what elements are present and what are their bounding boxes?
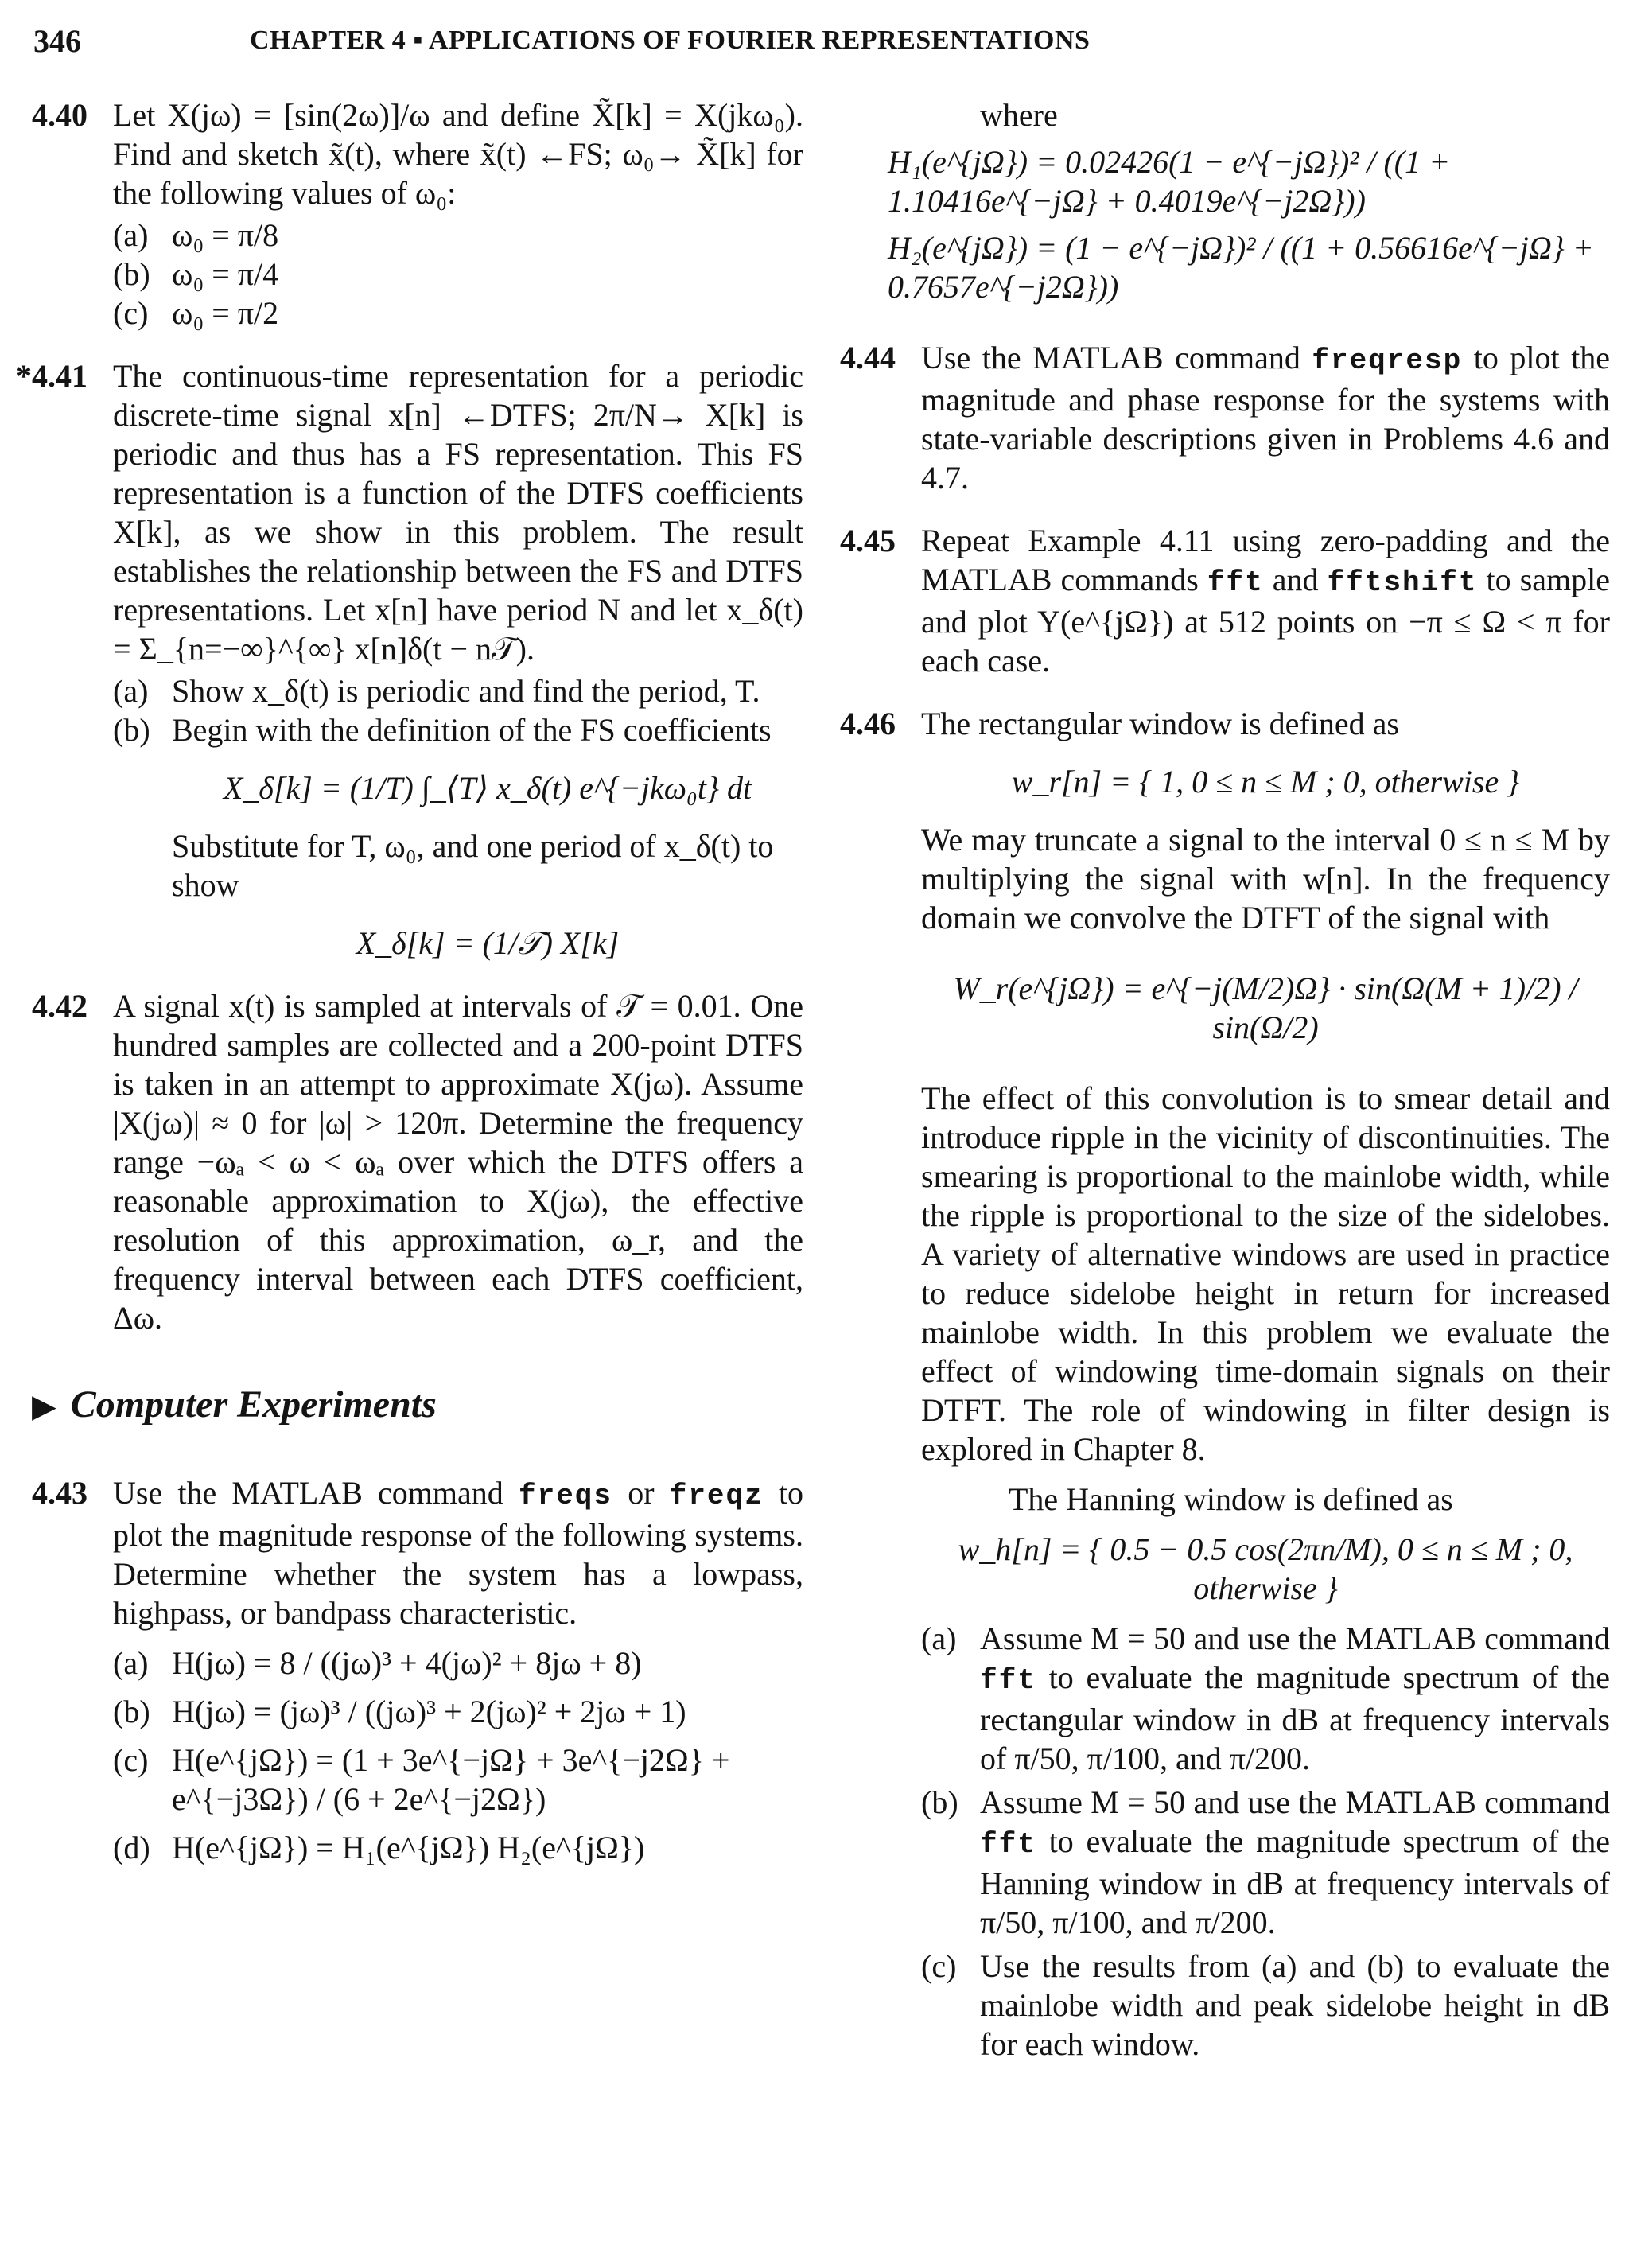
problem-number: 4.43	[32, 1475, 87, 1511]
problem-number: 4.44	[840, 340, 896, 375]
part-label: (a)	[113, 1645, 149, 1681]
problem-number: *4.41	[16, 358, 87, 394]
matlab-command: fftshift	[1327, 566, 1478, 599]
problem-parts	[113, 216, 803, 333]
text-segment: Repeat Example 4.11 using zero-padding and the MATLAB commands	[921, 523, 1610, 597]
left-column	[16, 95, 804, 1891]
matlab-command: fft	[1207, 566, 1264, 599]
part-a	[113, 216, 803, 255]
problem-text: The continuous-time representation for a periodic discrete-time signal x[n] ←DTFS; 2π/N→ X[k] is periodic and thus has a FS representation. This FS representation is a function of the DTFS coefficients X[k], as we show in this problem. The result establishes the relationship between the FS and DTFS representations. Let x[n] have period N and let x_δ(t) = Σ_{n=−∞}^{∞} x[n]δ(t − n𝒯).	[113, 358, 803, 667]
matlab-command: fft	[980, 1664, 1036, 1697]
part-text-continued: Substitute for T, ω₀, and one period of x_δ(t) to show	[172, 828, 774, 903]
paragraph: The effect of this convolution is to smear detail and introduce ripple in the vicinity of discontinuities. The smearing is proportional to the mainlobe width, while the ripple is proportional to the size of the sidelobes. A variety of alternative windows are used in practice to reduce sidelobe height in return for increased mainlobe width. In this problem we evaluate the effect of windowing time-domain signals on their DTFT. The role of windowing in filter design is explored in Chapter 8.	[921, 1080, 1610, 1467]
problem-4-44	[840, 338, 1610, 497]
part-text: Show x_δ(t) is periodic and find the period, T.	[172, 673, 760, 709]
page-number: 346	[33, 23, 81, 59]
problem-4-42	[32, 986, 803, 1337]
problem-4-41	[16, 356, 803, 963]
text-segment: Use the MATLAB command	[113, 1475, 503, 1511]
equation-rect-dtft: W_r(e^{jΩ}) = e^{−j(M/2)Ω} · sin(Ω(M + 1)/2) / sin(Ω/2)	[953, 971, 1578, 1045]
problem-4-46	[840, 704, 1610, 2064]
problem-4-45	[840, 521, 1610, 680]
paragraph: We may truncate a signal to the interval 0 ≤ n ≤ M by multiplying the signal with w[n]. In the frequency domain we convolve the DTFT of the signal with	[921, 822, 1610, 936]
text-segment: Use the MATLAB command	[921, 340, 1300, 375]
problem-text	[921, 338, 1610, 497]
text-segment: to sample and plot Y(e^{jΩ}) at 512 points on −π ≤ Ω < π for each case.	[921, 562, 1611, 679]
where-label: where	[980, 97, 1058, 133]
part-label: (a)	[921, 1620, 957, 1656]
problem-4-40	[32, 95, 803, 333]
part-text: Begin with the definition of the FS coefficients	[172, 712, 772, 748]
problem-number: 4.40	[32, 97, 87, 133]
part-label: (c)	[113, 295, 149, 331]
part-equation: H(jω) = (jω)³ / ((jω)³ + 2(jω)² + 2jω + 1)	[172, 1694, 686, 1729]
text-segment: Assume M = 50 and use the MATLAB command	[980, 1784, 1610, 1820]
right-column	[840, 95, 1610, 2087]
running-head: CHAPTER 4 ▪ APPLICATIONS OF FOURIER REPRESENTATIONS	[250, 25, 1091, 55]
equation-rect-window: w_r[n] = { 1, 0 ≤ n ≤ M ; 0, otherwise }	[1011, 764, 1520, 799]
part-equation: H(e^{jΩ}) = (1 + 3e^{−jΩ} + 3e^{−j2Ω} + e^{−j3Ω}) / (6 + 2e^{−j2Ω})	[172, 1742, 730, 1817]
text-segment: to plot the magnitude and phase response for the systems with state-variable descriptions given in Problems 4.6 and 4.7.	[921, 340, 1610, 496]
part-label: (d)	[113, 1830, 150, 1865]
text-segment: Assume M = 50 and use the MATLAB command	[980, 1620, 1610, 1656]
text-segment: to evaluate the magnitude spectrum of the Hanning window in dB at frequency intervals of π/50, π/100, and π/200.	[980, 1823, 1610, 1940]
problem-text: A signal x(t) is sampled at intervals of 𝒯 = 0.01. One hundred samples are collected and a 200-point DTFS is taken in an attempt to approximate X(jω). Assume |X(jω)| ≈ 0 for |ω| > 120π. Determine the frequency range −ωₐ < ω < ωₐ over which the DTFS offers a reasonable approximation to X(jω), the effective resolution of this approximation, ω_r, and the frequency interval between each DTFS coefficient, Δω.	[113, 988, 803, 1336]
section-heading	[32, 1385, 803, 1426]
problem-number: 4.42	[32, 988, 87, 1024]
part-a	[921, 1619, 1610, 1778]
problem-parts	[113, 671, 803, 963]
part-b	[113, 255, 803, 294]
part-label: (a)	[113, 673, 149, 709]
equation-h1: H₁(e^{jΩ}) = 0.02426(1 − e^{−jΩ})² / ((1 + 1.10416e^{−jΩ} + 0.4019e^{−j2Ω}))	[888, 144, 1451, 219]
part-a	[113, 671, 803, 710]
part-text: ω₀ = π/8	[172, 217, 279, 253]
part-label: (c)	[113, 1742, 149, 1778]
part-label: (a)	[113, 217, 149, 253]
matlab-command: freqz	[669, 1480, 764, 1512]
problem-text	[921, 521, 1610, 680]
text-segment: Use the results from (a) and (b) to evaluate the mainlobe width and peak sidelobe height in dB for each window.	[980, 1948, 1610, 2062]
problem-text: Let X(jω) = [sin(2ω)]/ω and define X̃[k] = X(jkω₀). Find and sketch x̃(t), where x̃(t) ←FS; ω₀→ X̃[k] for the following values of ω₀:	[113, 97, 803, 211]
part-equation: H(jω) = 8 / ((jω)³ + 4(jω)² + 8jω + 8)	[172, 1645, 642, 1681]
part-c	[113, 294, 803, 333]
matlab-command: fft	[980, 1828, 1036, 1861]
problem-text	[113, 1473, 803, 1632]
part-equation: H(e^{jΩ}) = H₁(e^{jΩ}) H₂(e^{jΩ})	[172, 1830, 645, 1865]
problem-parts	[113, 1644, 803, 1867]
part-b	[921, 1783, 1610, 1942]
part-b	[113, 710, 803, 963]
part-text: ω₀ = π/4	[172, 256, 279, 292]
problem-4-43	[32, 1473, 803, 1867]
page-header	[33, 22, 1592, 64]
text-segment: or	[628, 1475, 655, 1511]
equation-h2: H₂(e^{jΩ}) = (1 − e^{−jΩ})² / ((1 + 0.56616e^{−jΩ} + 0.7657e^{−j2Ω}))	[888, 230, 1594, 305]
problem-number: 4.46	[840, 706, 896, 741]
problem-text: The rectangular window is defined as	[921, 706, 1399, 741]
equation-hanning-window: w_h[n] = { 0.5 − 0.5 cos(2πn/M), 0 ≤ n ≤ M ; 0, otherwise }	[958, 1531, 1573, 1606]
equation-fs-coefficients: X_δ[k] = (1/T) ∫_⟨T⟩ x_δ(t) e^{−jkω₀t} dt	[223, 770, 752, 806]
matlab-command: freqs	[518, 1480, 613, 1512]
part-d	[113, 1828, 803, 1867]
part-a	[113, 1644, 803, 1683]
part-label: (c)	[921, 1948, 957, 1984]
part-label: (b)	[113, 1694, 150, 1729]
problem-number: 4.45	[840, 523, 896, 558]
triangle-marker-icon: ▶	[32, 1388, 56, 1424]
text-segment: to plot the magnitude response of the following systems. Determine whether the system has a lowpass, highpass, or bandpass characteristic.	[113, 1475, 804, 1631]
matlab-command: freqresp	[1312, 344, 1463, 377]
text-segment: to evaluate the magnitude spectrum of the rectangular window in dB at frequency intervals of π/50, π/100, and π/200.	[980, 1659, 1610, 1776]
part-label: (b)	[113, 712, 150, 748]
part-c	[921, 1947, 1610, 2064]
part-label: (b)	[921, 1784, 958, 1820]
part-b	[113, 1692, 803, 1731]
problem-parts	[921, 1619, 1610, 2064]
part-label: (b)	[113, 256, 150, 292]
part-text: ω₀ = π/2	[172, 295, 279, 331]
section-title: Computer Experiments	[70, 1383, 437, 1426]
text-segment: and	[1272, 562, 1319, 597]
paragraph: The Hanning window is defined as	[1009, 1481, 1453, 1517]
part-c	[113, 1741, 803, 1819]
equation-result: X_δ[k] = (1/𝒯) X[k]	[356, 925, 620, 961]
